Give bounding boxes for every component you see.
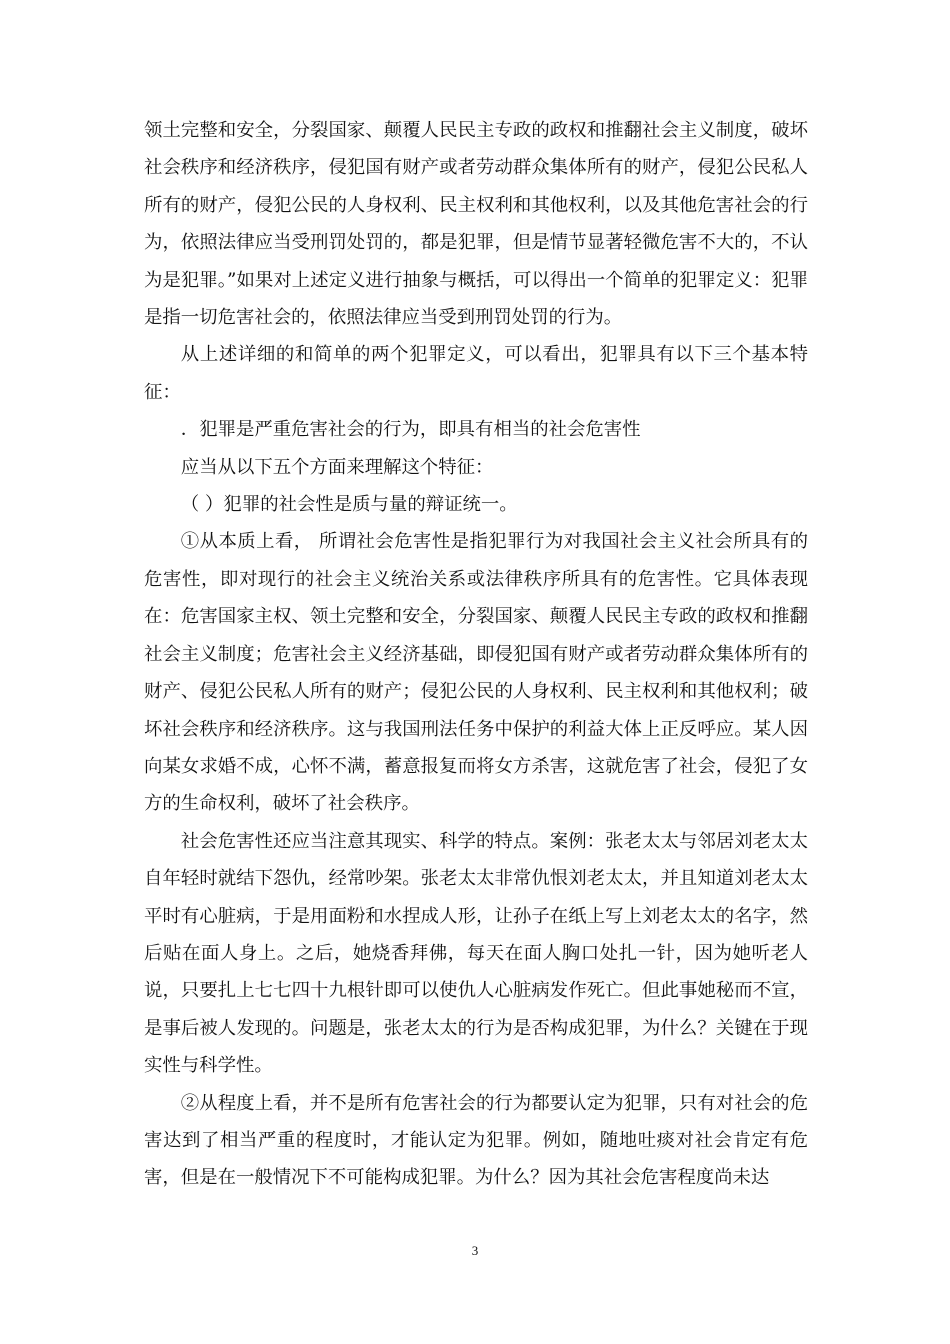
paragraph-4: 应当从以下五个方面来理解这个特征： — [180, 456, 494, 478]
paragraph-3: ．犯罪是严重危害社会的行为，即具有相当的社会危害性 — [180, 419, 641, 441]
paragraph-5: （ ）犯罪的社会性是质与量的辩证统一。 — [180, 494, 518, 516]
paragraph-6: ①从本质上看， 所谓社会危害性是指犯罪行为对我国社会主义社会所具有的危害性，即对现行的社会主义统治关系或法律秩序所具有的危害性。它具体表现在：危害国家主权、领土完整和安全，分裂国家、颠覆人民民主专政的政权和推翻社会主义制度；危害社会主义经济基础，即侵犯国有财产或者劳动群众集体所有的财产、侵犯公民私人所有的财产；侵犯公民的人身权利、民主权利和其他权利；破坏社会秩序和经济秩序。这与我国刑法任务中保护的利益大体上正反呼应。某人因向某女求婚不成，心怀不满，蓄意报复而将女方杀害，这就危害了社会，侵犯了女方的生命权利，破坏了社会秩序。 — [144, 531, 808, 815]
paragraph-8: ②从程度上看，并不是所有危害社会的行为都要认定为犯罪，只有对社会的危害达到了相当严重的程度时，才能认定为犯罪。例如，随地吐痰对社会肯定有危害，但是在一般情况下不可能构成犯罪。为什么？因为其社会危害程度尚未达 — [144, 1092, 808, 1189]
paragraph-2: 从上述详细的和简单的两个犯罪定义，可以看出，犯罪具有以下三个基本特征： — [144, 344, 808, 403]
paragraph-1: 领土完整和安全，分裂国家、颠覆人民民主专政的政权和推翻社会主义制度，破坏社会秩序和经济秩序，侵犯国有财产或者劳动群众集体所有的财产，侵犯公民私人所有的财产，侵犯公民的人身权利、民主权利和其他权利，以及其他危害社会的行为，依照法律应当受刑罚处罚的，都是犯罪，但是情节显著轻微危害不大的，不认为是犯罪。”如果对上述定义进行抽象与概括，可以得出一个简单的犯罪定义：犯罪是指一切危害社会的，依照法律应当受到刑罚处罚的行为。 — [144, 120, 808, 329]
body-text — [144, 112, 808, 1197]
page-number: 3 — [471, 1243, 479, 1258]
paragraph-7: 社会危害性还应当注意其现实、科学的特点。案例：张老太太与邻居刘老太太自年轻时就结下怨仇，经常吵架。张老太太非常仇恨刘老太太，并且知道刘老太太平时有心脏病，于是用面粉和水捏成人形，让孙子在纸上写上刘老太太的名字，然后贴在面人身上。之后，她烧香拜佛，每天在面人胸口处扎一针，因为她听老人说，只要扎上七七四十九根针即可以使仇人心脏病发作死亡。但此事她秘而不宣，是事后被人发现的。问题是，张老太太的行为是否构成犯罪，为什么？关键在于现实性与科学性。 — [144, 830, 808, 1077]
